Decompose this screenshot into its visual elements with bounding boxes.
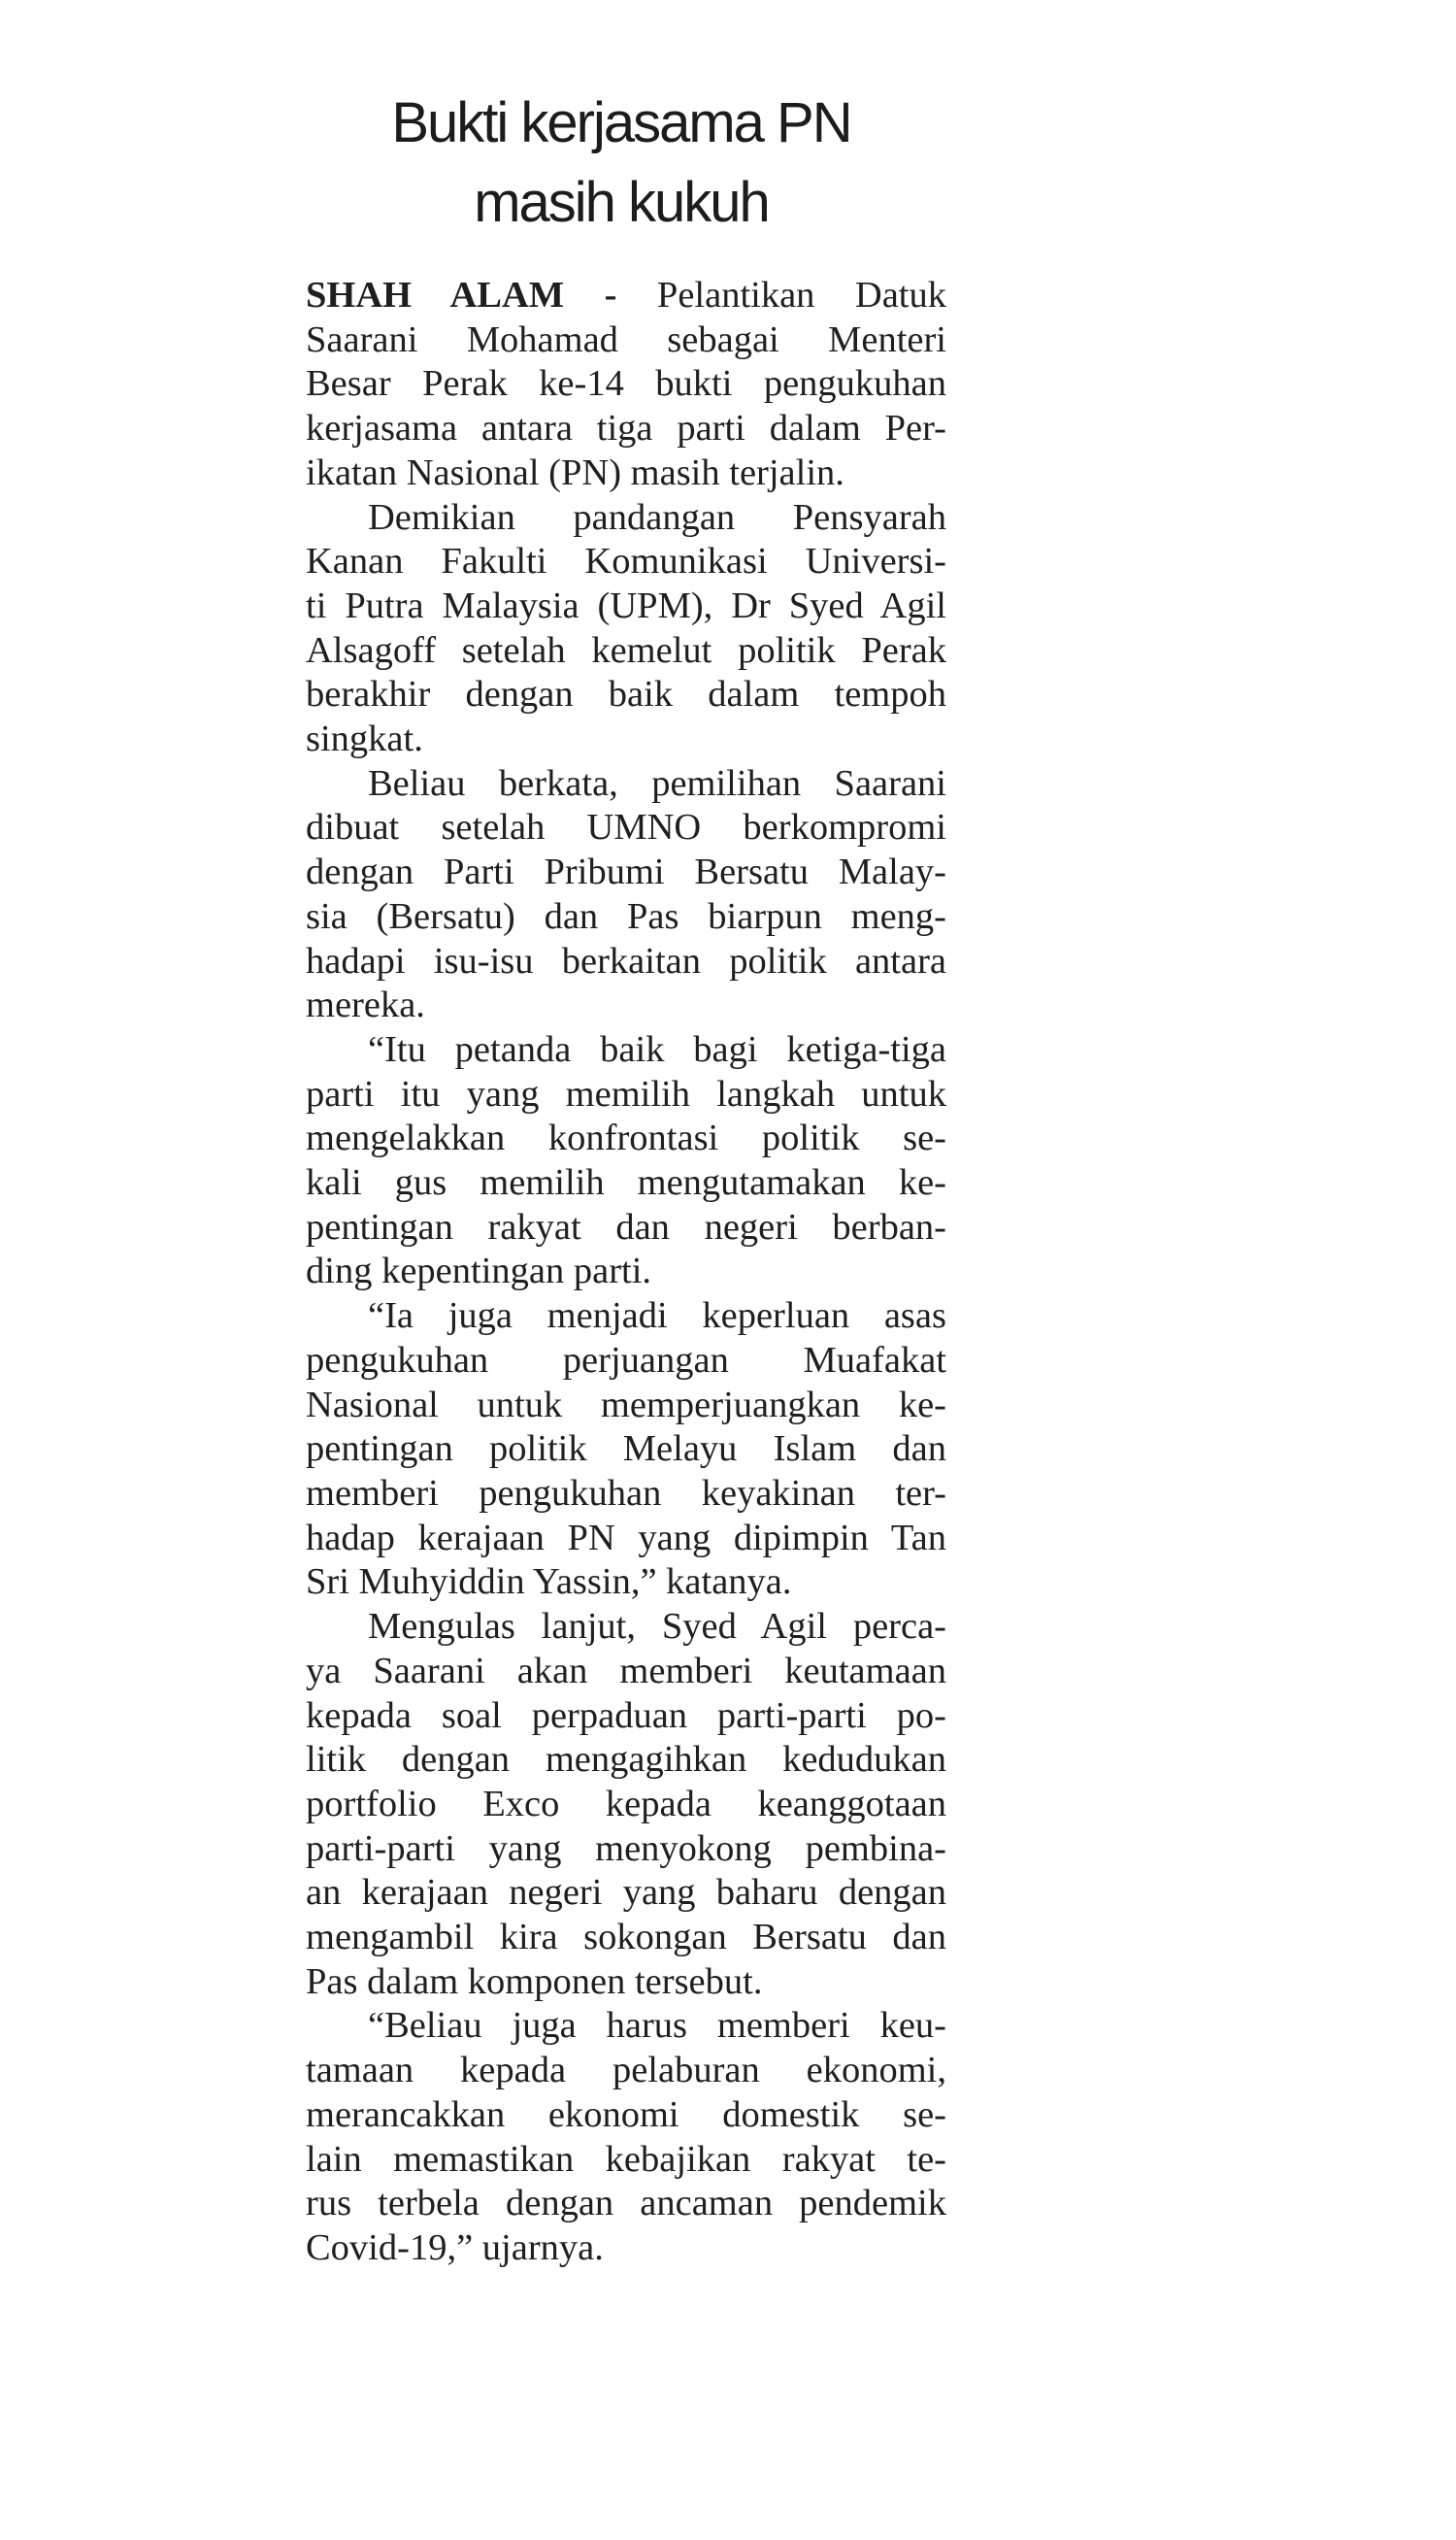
article-line: pentingan politik Melayu Islam dan bbox=[306, 1428, 946, 1470]
article-line: hadap kerajaan PN yang dipimpin Tan bbox=[306, 1517, 946, 1558]
article-line: sia (Bersatu) dan Pas biarpun meng- bbox=[306, 895, 946, 937]
headline bbox=[301, 84, 942, 243]
article-line: portfolio Exco kepada keanggotaan bbox=[306, 1783, 946, 1824]
article-line bbox=[306, 274, 946, 318]
article-paragraph bbox=[306, 1294, 946, 1605]
article-line: mengelakkan konfrontasi politik se- bbox=[306, 1118, 946, 1159]
article-line: pengukuhan perjuangan Muafakat bbox=[306, 1339, 946, 1381]
article-line: ding kepentingan parti. bbox=[306, 1251, 652, 1292]
article-line: pentingan rakyat dan negeri berban- bbox=[306, 1206, 946, 1248]
article-line: Pas dalam komponen tersebut. bbox=[306, 1960, 763, 2002]
article-line: Mengulas lanjut, Syed Agil perca- bbox=[368, 1606, 946, 1648]
article-line: Alsagoff setelah kemelut politik Perak bbox=[306, 629, 946, 671]
article-paragraph bbox=[306, 496, 946, 762]
article-line: parti itu yang memilih langkah untuk bbox=[306, 1073, 946, 1115]
article-paragraph bbox=[306, 762, 946, 1028]
article-line: Demikian pandangan Pensyarah bbox=[368, 496, 946, 538]
dateline: SHAH ALAM - bbox=[306, 275, 617, 316]
article-line: Besar Perak ke-14 bukti pengukuhan bbox=[306, 363, 946, 405]
article-paragraph bbox=[306, 274, 946, 496]
article-line: kepada soal perpaduan parti-parti po- bbox=[306, 1694, 946, 1736]
article-line: dibuat setelah UMNO berkompromi bbox=[306, 807, 946, 849]
article-line: ya Saarani akan memberi keutamaan bbox=[306, 1650, 946, 1691]
article-line: tamaan kepada pelaburan ekonomi, bbox=[306, 2050, 946, 2091]
article-line: berakhir dengan baik dalam tempoh bbox=[306, 674, 946, 716]
article-line: memberi pengukuhan keyakinan ter- bbox=[306, 1472, 946, 1514]
article-line: mereka. bbox=[306, 985, 425, 1026]
article-line: kerjasama antara tiga parti dalam Per- bbox=[306, 408, 946, 450]
article-line-text: Pelantikan Datuk bbox=[656, 275, 946, 316]
article-paragraph bbox=[306, 1605, 946, 2004]
article-line: Sri Muhyiddin Yassin,” katanya. bbox=[306, 1561, 792, 1603]
headline-line: Bukti kerjasama PN bbox=[391, 91, 851, 154]
article-line: singkat. bbox=[306, 719, 423, 760]
article-line: ikatan Nasional (PN) masih terjalin. bbox=[306, 451, 844, 493]
article-line: merancakkan ekonomi domestik se- bbox=[306, 2093, 946, 2135]
article-line: “Beliau juga harus memberi keu- bbox=[368, 2005, 946, 2047]
article-line: kali gus memilih mengutamakan ke- bbox=[306, 1162, 946, 1204]
article-line: “Itu petanda baik bagi ketiga-tiga bbox=[368, 1028, 946, 1070]
article-line: Beliau berkata, pemilihan Saarani bbox=[368, 762, 946, 804]
headline-line: masih kukuh bbox=[474, 171, 769, 234]
article-line: ti Putra Malaysia (UPM), Dr Syed Agil bbox=[306, 585, 946, 626]
article-line: parti-parti yang menyokong pembina- bbox=[306, 1827, 946, 1869]
article-line: dengan Parti Pribumi Bersatu Malay- bbox=[306, 852, 946, 893]
article-line: Nasional untuk memperjuangkan ke- bbox=[306, 1384, 946, 1425]
article-line: lain memastikan kebajikan rakyat te- bbox=[306, 2138, 946, 2180]
article-paragraph bbox=[306, 2004, 946, 2270]
article-paragraph bbox=[306, 1028, 946, 1294]
article-body bbox=[306, 274, 946, 2271]
article-line: hadapi isu-isu berkaitan politik antara bbox=[306, 940, 946, 982]
article-line: Saarani Mohamad sebagai Menteri bbox=[306, 318, 946, 360]
article-line: Kanan Fakulti Komunikasi Universi- bbox=[306, 541, 946, 583]
article-line: “Ia juga menjadi keperluan asas bbox=[368, 1295, 946, 1337]
article-line: mengambil kira sokongan Bersatu dan bbox=[306, 1917, 946, 1958]
article-line: an kerajaan negeri yang baharu dengan bbox=[306, 1872, 946, 1914]
article-line: Covid-19,” ujarnya. bbox=[306, 2226, 604, 2268]
article-line: litik dengan mengagihkan kedudukan bbox=[306, 1739, 946, 1781]
article-line: rus terbela dengan ancaman pendemik bbox=[306, 2183, 946, 2224]
